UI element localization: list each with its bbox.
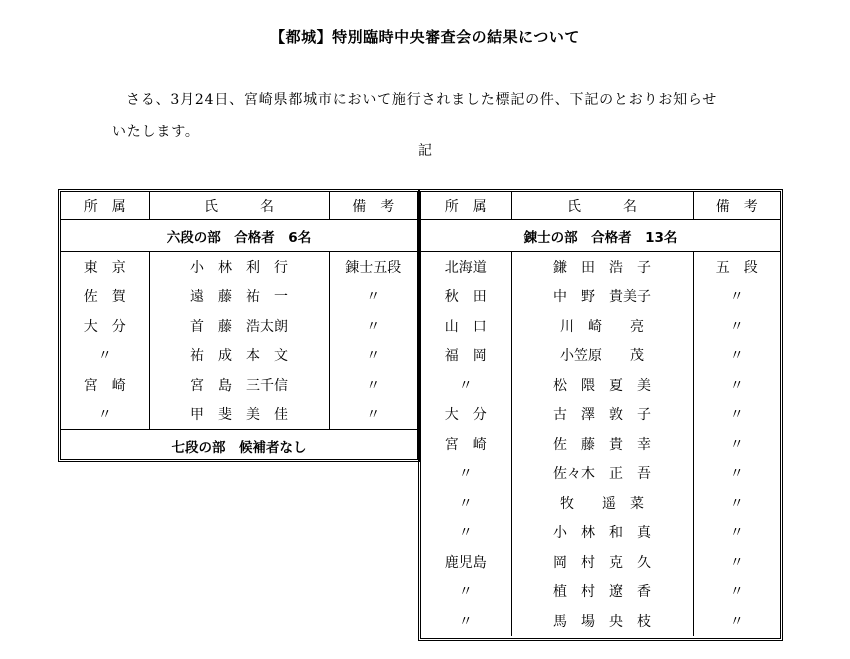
header-affiliation: 所 属: [61, 192, 149, 220]
cell-name: 牧 遥 菜: [511, 488, 693, 518]
cell-remarks: 〃: [693, 341, 780, 371]
table-header: [61, 192, 417, 220]
cell-affiliation: 〃: [458, 613, 473, 630]
cell-name: 小 林 利 行: [149, 252, 329, 282]
cell-name: 鎌 田 浩 子: [511, 252, 693, 282]
page-title: 【都城】特別臨時中央審査会の結果について: [270, 28, 580, 46]
table-row: [421, 400, 780, 430]
intro-paragraph: [112, 84, 752, 148]
header-name: 氏 名: [149, 192, 329, 220]
cell-remarks: 〃: [693, 370, 780, 400]
cell-affiliation: 〃: [458, 495, 473, 512]
section-renshi: 錬士の部 合格者 13名: [421, 220, 780, 252]
cell-name: 松 隈 夏 美: [511, 370, 693, 400]
cell-remarks: 〃: [329, 370, 417, 400]
header-name: 氏 名: [511, 192, 693, 220]
cell-name: 宮 島 三千信: [149, 370, 329, 400]
intro-line-2: いたします。: [112, 124, 200, 140]
cell-affiliation: 〃: [97, 407, 112, 424]
table-row: [421, 547, 780, 577]
cell-affiliation: 鹿児島: [444, 554, 487, 571]
table-row: [421, 606, 780, 636]
cell-name: 馬 場 央 枝: [511, 606, 693, 636]
table-row: [421, 429, 780, 459]
cell-name: 植 村 遼 香: [511, 577, 693, 607]
header-remarks: 備 考: [329, 192, 417, 220]
cell-name: 小笠原 茂: [511, 341, 693, 371]
cell-remarks: 〃: [329, 311, 417, 341]
intro-line-1: さる、3月24日、宮崎県都城市において施行されました標記の件、下記のとおりお知らせ: [126, 92, 718, 108]
cell-name: 佐 藤 貴 幸: [511, 429, 693, 459]
cell-remarks: 〃: [693, 429, 780, 459]
table-row: [61, 400, 417, 430]
cell-affiliation: 〃: [97, 348, 112, 365]
header-remarks: 備 考: [693, 192, 780, 220]
cell-remarks: 〃: [693, 488, 780, 518]
header-affiliation: 所 属: [421, 192, 511, 220]
ki-heading: 記: [418, 143, 432, 159]
table-row: [61, 341, 417, 371]
cell-remarks: 〃: [693, 400, 780, 430]
cell-remarks: 〃: [693, 577, 780, 607]
cell-name: 古 澤 敦 子: [511, 400, 693, 430]
table-row: [421, 488, 780, 518]
cell-affiliation: 大 分: [83, 318, 126, 335]
table-row: [421, 518, 780, 548]
table-row: [421, 370, 780, 400]
cell-affiliation: 福 岡: [444, 348, 487, 365]
cell-remarks: 錬士五段: [329, 252, 417, 282]
cell-affiliation: 秋 田: [444, 289, 487, 306]
section-row: [61, 220, 417, 252]
table-row: [61, 252, 417, 282]
cell-name: 首 藤 浩太朗: [149, 311, 329, 341]
cell-name: 遠 藤 祐 一: [149, 282, 329, 312]
table-row: [421, 341, 780, 371]
cell-remarks: 〃: [693, 282, 780, 312]
cell-name: 甲 斐 美 佳: [149, 400, 329, 430]
table-row: [61, 282, 417, 312]
cell-affiliation: 〃: [458, 466, 473, 483]
cell-affiliation: 大 分: [444, 407, 487, 424]
cell-remarks: 五 段: [693, 252, 780, 282]
cell-remarks: 〃: [693, 459, 780, 489]
right-results-table: [418, 189, 783, 641]
cell-remarks: 〃: [693, 311, 780, 341]
section-6dan: 六段の部 合格者 6名: [61, 220, 417, 252]
cell-remarks: 〃: [693, 547, 780, 577]
table-header: [421, 192, 780, 220]
cell-remarks: 〃: [329, 341, 417, 371]
cell-affiliation: 東 京: [83, 259, 126, 276]
cell-affiliation: 山 口: [444, 318, 487, 335]
table-row: [61, 311, 417, 341]
table-row: [421, 459, 780, 489]
cell-affiliation: 〃: [458, 584, 473, 601]
table-row: [421, 282, 780, 312]
cell-name: 中 野 貴美子: [511, 282, 693, 312]
cell-affiliation: 宮 崎: [83, 377, 126, 394]
cell-affiliation: 〃: [458, 525, 473, 542]
cell-remarks: 〃: [693, 606, 780, 636]
cell-remarks: 〃: [329, 282, 417, 312]
cell-affiliation: 北海道: [444, 259, 487, 276]
table-row: [61, 370, 417, 400]
section-row: [421, 220, 780, 252]
cell-remarks: 〃: [329, 400, 417, 430]
cell-affiliation: 〃: [458, 377, 473, 394]
table-row: [421, 311, 780, 341]
table-row: [421, 577, 780, 607]
table-row: [421, 252, 780, 282]
section-7dan: 七段の部 候補者なし: [61, 430, 417, 462]
cell-remarks: 〃: [693, 518, 780, 548]
cell-name: 祐 成 本 文: [149, 341, 329, 371]
cell-affiliation: 佐 賀: [83, 289, 126, 306]
cell-name: 佐々木 正 吾: [511, 459, 693, 489]
left-results-table: [58, 189, 420, 462]
cell-name: 岡 村 克 久: [511, 547, 693, 577]
cell-name: 川 崎 亮: [511, 311, 693, 341]
cell-name: 小 林 和 真: [511, 518, 693, 548]
cell-affiliation: 宮 崎: [444, 436, 487, 453]
section-row: [61, 430, 417, 462]
